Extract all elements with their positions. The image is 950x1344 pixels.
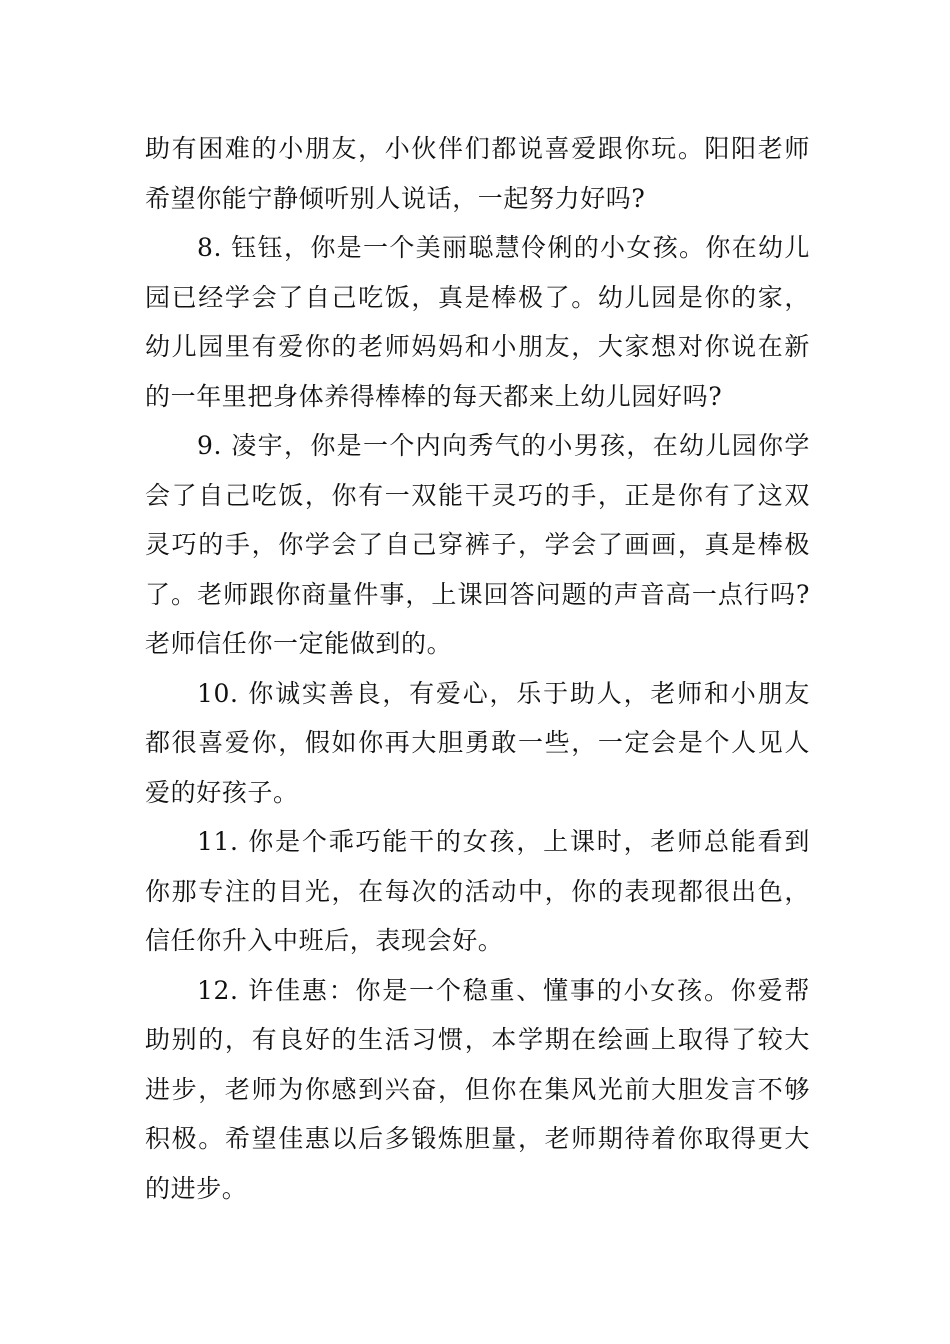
paragraph-continuation: 助有困难的小朋友，小伙伴们都说喜爱跟你玩。阳阳老师希望你能宁静倾听别人说话，一起努力好吗? <box>145 134 810 213</box>
paragraph-item-8: 8. 钰钰，你是一个美丽聪慧伶俐的小女孩。你在幼儿园已经学会了自己吃饭，真是棒极了。幼儿园是你的家，幼儿园里有爱你的老师妈妈和小朋友，大家想对你说在新的一年里把身体养得棒棒的每天都来上幼儿园好吗? <box>145 233 810 411</box>
paragraph-item-12: 12. 许佳惠：你是一个稳重、懂事的小女孩。你爱帮助别的，有良好的生活习惯，本学期在绘画上取得了较大进步，老师为你感到兴奋，但你在集风光前大胆发言不够积极。希望佳惠以后多锻炼胆量，老师期待着你取得更大的进步。 <box>145 975 810 1203</box>
paragraph-item-9: 9. 凌宇，你是一个内向秀气的小男孩，在幼儿园你学会了自己吃饭，你有一双能干灵巧的手，正是你有了这双灵巧的手，你学会了自己穿裤子，学会了画画，真是棒极了。老师跟你商量件事，上课回答问题的声音高一点行吗?老师信任你一定能做到的。 <box>145 431 810 658</box>
paragraph-item-10: 10. 你诚实善良，有爱心，乐于助人，老师和小朋友都很喜爱你，假如你再大胆勇敢一些，一定会是个人见人爱的好孩子。 <box>145 678 810 807</box>
document-body <box>145 124 810 1213</box>
paragraph-item-11: 11. 你是个乖巧能干的女孩，上课时，老师总能看到你那专注的目光，在每次的活动中，你的表现都很出色，信任你升入中班后，表现会好。 <box>145 827 810 955</box>
